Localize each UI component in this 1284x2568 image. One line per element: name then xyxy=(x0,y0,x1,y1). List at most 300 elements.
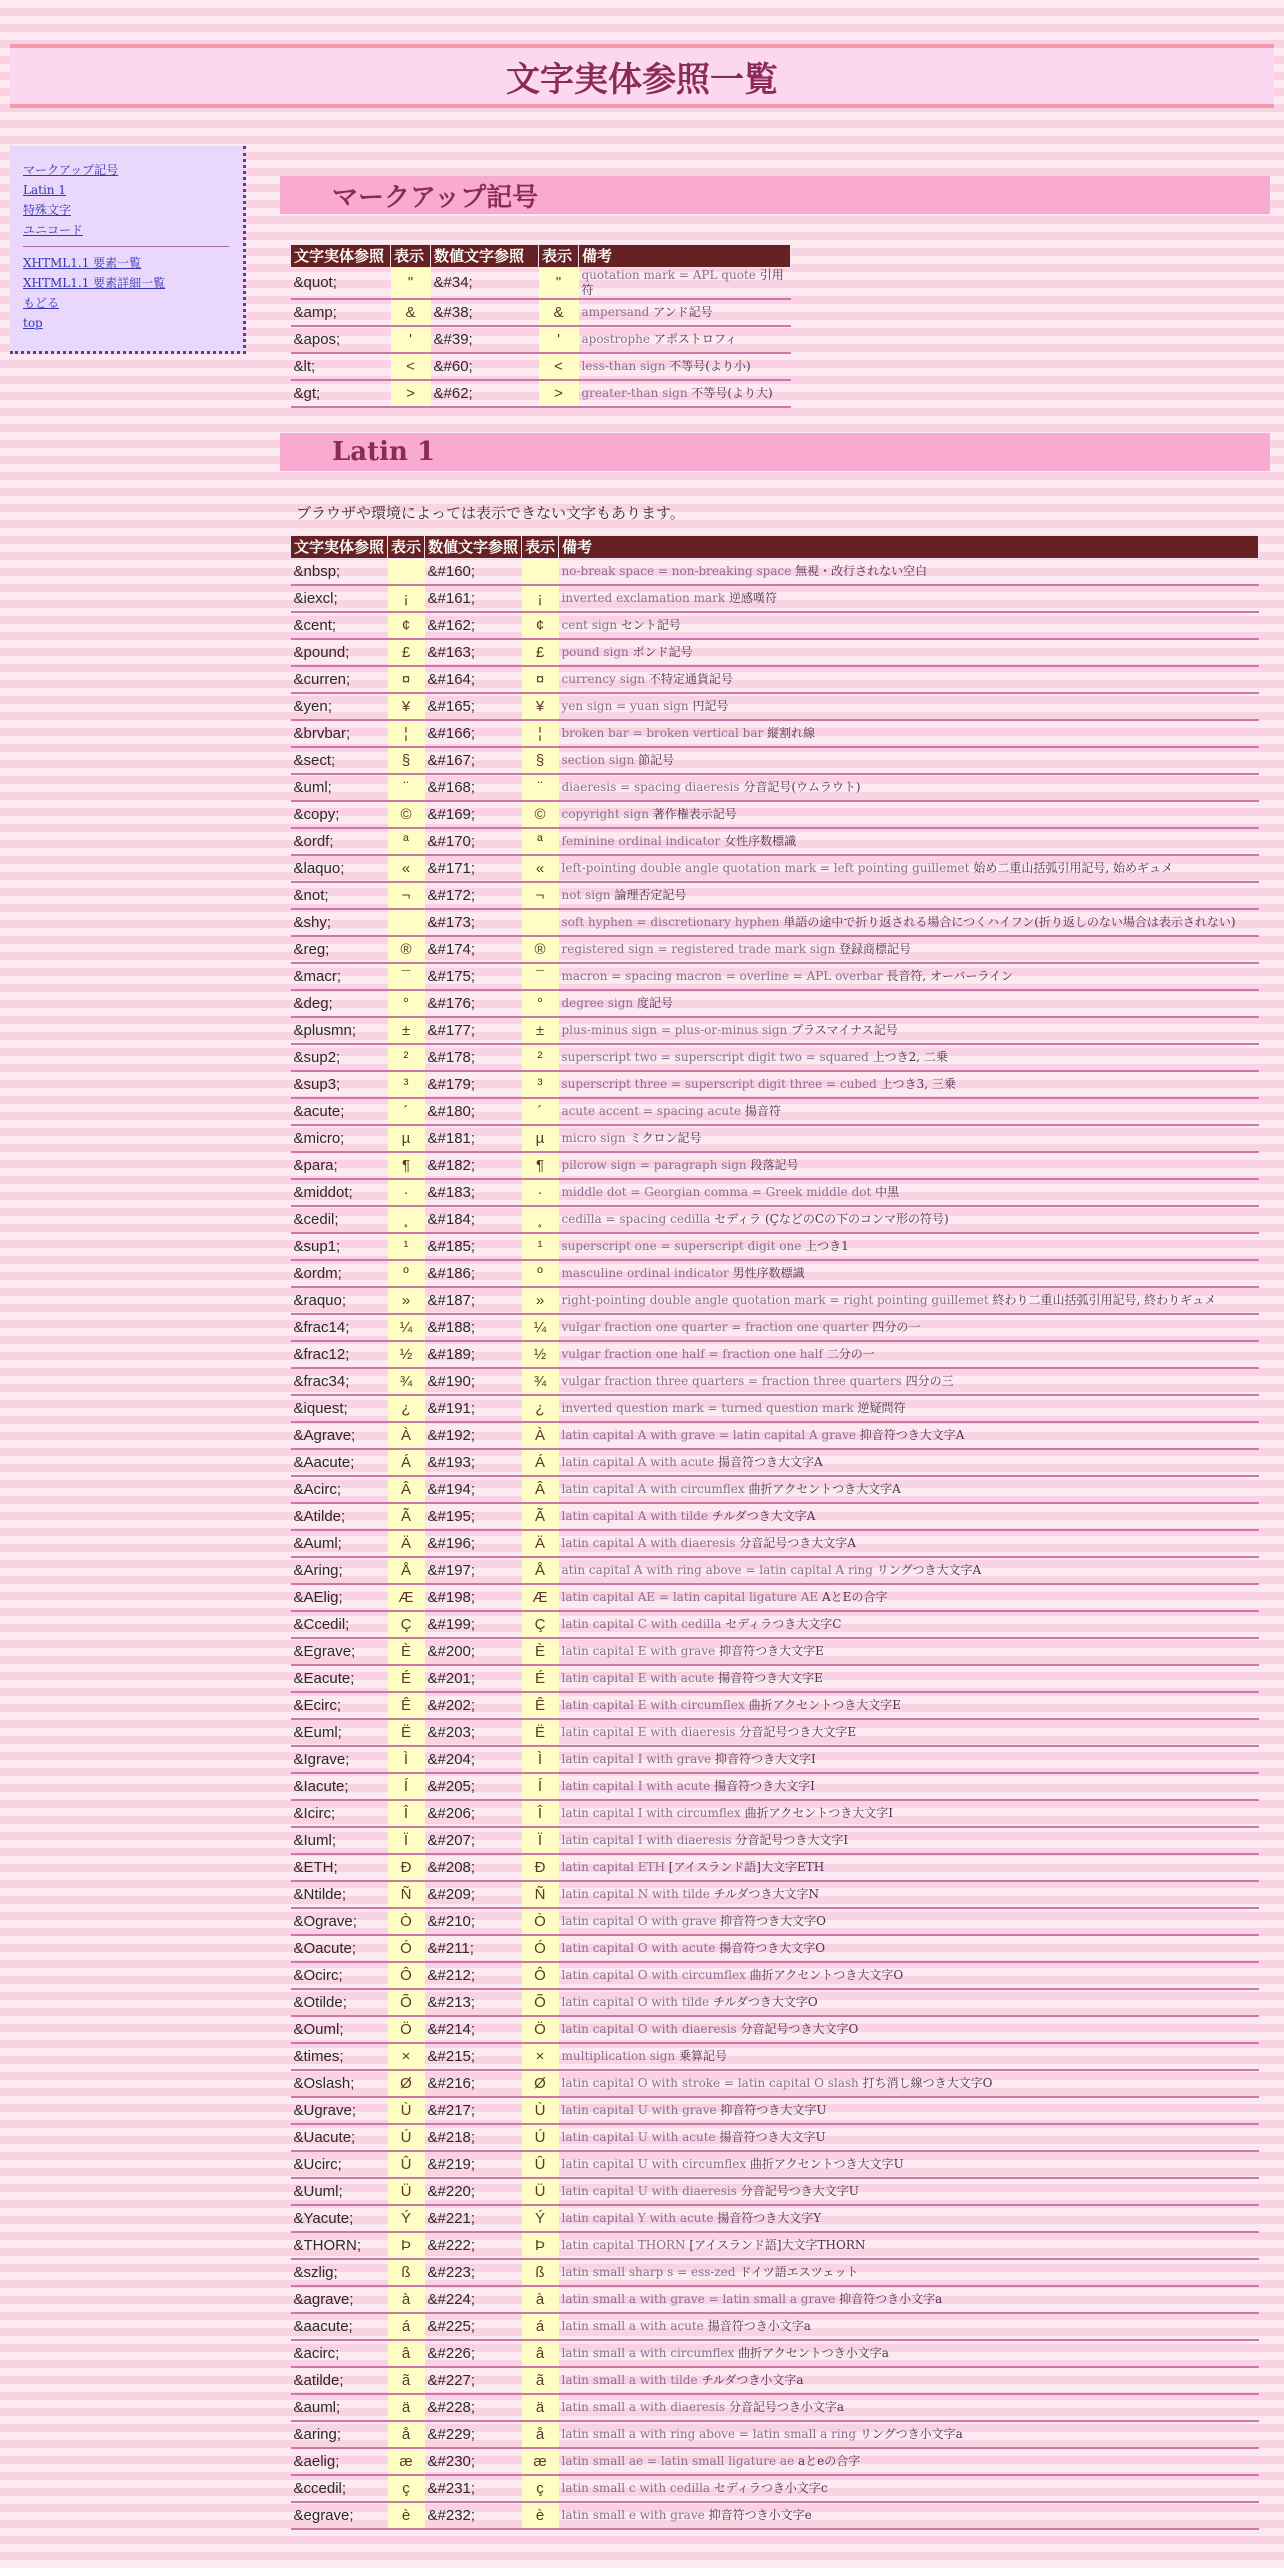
nav-link-unicode[interactable]: ユニコード xyxy=(23,223,84,237)
display-char: ± xyxy=(522,1017,559,1044)
note-cell xyxy=(559,855,1259,882)
note-english: latin capital A with acute xyxy=(561,1455,715,1469)
note-cell xyxy=(559,2367,1259,2394)
note-japanese: 長音符, オーバーライン xyxy=(886,969,1013,983)
numeric-ref: &#188; xyxy=(425,1314,522,1341)
numeric-ref: &#196; xyxy=(425,1530,522,1557)
numeric-ref: &#198; xyxy=(425,1584,522,1611)
note-cell xyxy=(579,353,791,380)
table-row xyxy=(291,1881,1259,1908)
table-row xyxy=(291,990,1259,1017)
entity-ref: &sect; xyxy=(291,747,388,774)
table-row xyxy=(291,2286,1259,2313)
note-cell xyxy=(579,326,791,353)
display-char: Ì xyxy=(388,1746,425,1773)
display-char: & xyxy=(539,299,579,326)
note-english: latin capital U with diaeresis xyxy=(561,2184,737,2198)
note-cell xyxy=(559,2259,1259,2286)
note-cell xyxy=(559,2340,1259,2367)
note-cell xyxy=(559,2097,1259,2124)
table-row xyxy=(291,2367,1259,2394)
note-japanese: 登録商標記号 xyxy=(839,942,912,956)
note-english: acute accent = spacing acute xyxy=(561,1104,742,1118)
note-cell xyxy=(559,612,1259,639)
entity-ref: &frac12; xyxy=(291,1341,388,1368)
numeric-ref: &#197; xyxy=(425,1557,522,1584)
display-char: ¡ xyxy=(388,585,425,612)
note-japanese: 曲折アクセントつき大文字O xyxy=(749,1968,904,1982)
table-row xyxy=(291,1935,1259,1962)
entity-ref: &brvbar; xyxy=(291,720,388,747)
table-row xyxy=(291,828,1259,855)
note-japanese: チルダつき大文字A xyxy=(711,1509,816,1523)
display-char: Ú xyxy=(522,2124,559,2151)
note-japanese: 抑音符つき大文字A xyxy=(859,1428,965,1442)
display-char: ¦ xyxy=(388,720,425,747)
note-japanese: 曲折アクセントつき大文字I xyxy=(744,1806,893,1820)
numeric-ref: &#195; xyxy=(425,1503,522,1530)
nav-link-markup[interactable]: マークアップ記号 xyxy=(23,163,119,177)
numeric-ref: &#230; xyxy=(425,2448,522,2475)
table-row xyxy=(291,2340,1259,2367)
note-japanese: 女性序数標識 xyxy=(724,834,797,848)
numeric-ref: &#219; xyxy=(425,2151,522,2178)
note-english: apostrophe xyxy=(581,332,651,346)
note-cell xyxy=(559,1314,1259,1341)
table-row xyxy=(291,2394,1259,2421)
entity-ref: &times; xyxy=(291,2043,388,2070)
note-english: right-pointing double angle quotation mark = right pointing guillemet xyxy=(561,1293,989,1307)
note-english: latin capital U with circumflex xyxy=(561,2157,747,2171)
numeric-ref: &#175; xyxy=(425,963,522,990)
table-row xyxy=(291,1503,1259,1530)
table-row xyxy=(291,299,791,326)
note-japanese: 上つき3, 三乗 xyxy=(880,1077,956,1091)
numeric-ref: &#231; xyxy=(425,2475,522,2502)
note-cell xyxy=(559,990,1259,1017)
note-english: vulgar fraction one quarter = fraction one quarter xyxy=(561,1320,869,1334)
note-japanese: 曲折アクセントつき大文字A xyxy=(748,1482,901,1496)
nav-divider xyxy=(23,246,229,247)
numeric-ref: &#220; xyxy=(425,2178,522,2205)
entity-ref: &reg; xyxy=(291,936,388,963)
numeric-ref: &#184; xyxy=(425,1206,522,1233)
note-english: superscript three = superscript digit three = cubed xyxy=(561,1077,877,1091)
note-cell xyxy=(559,1395,1259,1422)
numeric-ref: &#208; xyxy=(425,1854,522,1881)
note-japanese: セント記号 xyxy=(620,618,681,632)
table-row xyxy=(291,2421,1259,2448)
note-english: latin capital I with acute xyxy=(561,1779,711,1793)
entity-ref: &Otilde; xyxy=(291,1989,388,2016)
note-english: latin small a with ring above = latin small a ring xyxy=(561,2427,857,2441)
table-row xyxy=(291,2097,1259,2124)
entity-ref: &egrave; xyxy=(291,2502,388,2529)
sidebar-nav xyxy=(10,146,246,354)
note-cell xyxy=(559,909,1259,936)
header-display: 表示 xyxy=(388,536,425,559)
numeric-ref: &#173; xyxy=(425,909,522,936)
note-japanese: アンド記号 xyxy=(653,305,713,319)
note-english: latin capital O with diaeresis xyxy=(561,2022,737,2036)
note-japanese: 不等号(より大) xyxy=(691,386,773,400)
note-cell xyxy=(559,2205,1259,2232)
entity-ref: &aacute; xyxy=(291,2313,388,2340)
numeric-ref: &#201; xyxy=(425,1665,522,1692)
display-char: © xyxy=(388,801,425,828)
numeric-ref: &#191; xyxy=(425,1395,522,1422)
nav-link-special[interactable]: 特殊文字 xyxy=(23,203,72,217)
numeric-ref: &#182; xyxy=(425,1152,522,1179)
entity-ref: &Aring; xyxy=(291,1557,388,1584)
note-cell xyxy=(559,1017,1259,1044)
note-japanese: 抑音符つき小文字e xyxy=(708,2508,812,2522)
display-char xyxy=(522,909,559,936)
note-cell xyxy=(559,2178,1259,2205)
table-row xyxy=(291,666,1259,693)
header-notes: 備考 xyxy=(559,536,1259,559)
entity-ref: &gt; xyxy=(291,380,391,407)
note-japanese: 引用符 xyxy=(581,268,784,297)
display-char: Ã xyxy=(388,1503,425,1530)
display-char xyxy=(522,559,559,586)
note-cell xyxy=(559,1935,1259,1962)
display-char: À xyxy=(522,1422,559,1449)
note-cell xyxy=(559,747,1259,774)
display-char: ¥ xyxy=(388,693,425,720)
numeric-ref: &#218; xyxy=(425,2124,522,2151)
note-japanese: 分音記号つき大文字E xyxy=(739,1725,857,1739)
entity-ref: &AElig; xyxy=(291,1584,388,1611)
note-cell xyxy=(559,2421,1259,2448)
display-char: Õ xyxy=(522,1989,559,2016)
entity-ref: &middot; xyxy=(291,1179,388,1206)
display-char: Ä xyxy=(522,1530,559,1557)
nav-link-latin1[interactable]: Latin 1 xyxy=(23,183,66,197)
note-japanese: プラスマイナス記号 xyxy=(791,1023,898,1037)
display-char: ã xyxy=(388,2367,425,2394)
display-char: » xyxy=(388,1287,425,1314)
entity-ref: &agrave; xyxy=(291,2286,388,2313)
display-char: Í xyxy=(388,1773,425,1800)
note-cell xyxy=(579,268,791,300)
note-english: left-pointing double angle quotation mark = left pointing guillemet xyxy=(561,861,970,875)
note-japanese: aとeの合字 xyxy=(798,2454,861,2468)
table-row xyxy=(291,1989,1259,2016)
note-english: copyright sign xyxy=(561,807,649,821)
note-cell xyxy=(559,1071,1259,1098)
display-char: ² xyxy=(522,1044,559,1071)
display-char: Ð xyxy=(388,1854,425,1881)
note-japanese: 上つき2, 二乗 xyxy=(872,1050,948,1064)
display-char: " xyxy=(391,268,431,300)
table-row xyxy=(291,1692,1259,1719)
display-char: Ø xyxy=(388,2070,425,2097)
note-english: latin small a with grave = latin small a grave xyxy=(561,2292,836,2306)
note-japanese: 始め二重山括弧引用記号, 始めギュメ xyxy=(973,861,1173,875)
note-cell xyxy=(559,693,1259,720)
display-char: Î xyxy=(388,1800,425,1827)
display-char: ¯ xyxy=(522,963,559,990)
display-char: £ xyxy=(522,639,559,666)
display-char: ± xyxy=(388,1017,425,1044)
display-char: Ç xyxy=(522,1611,559,1638)
display-char: « xyxy=(522,855,559,882)
display-char: Ö xyxy=(522,2016,559,2043)
entity-ref: &laquo; xyxy=(291,855,388,882)
nav-link-back[interactable]: もどる xyxy=(23,296,60,310)
display-char: ¶ xyxy=(388,1152,425,1179)
table-row xyxy=(291,882,1259,909)
note-cell xyxy=(559,2286,1259,2313)
display-char: Ó xyxy=(388,1935,425,1962)
numeric-ref: &#60; xyxy=(431,353,539,380)
note-cell xyxy=(559,2043,1259,2070)
note-japanese: 分音記号つき大文字A xyxy=(739,1536,856,1550)
note-cell xyxy=(579,299,791,326)
display-char: ¹ xyxy=(522,1233,559,1260)
note-english: masculine ordinal indicator xyxy=(561,1266,729,1280)
note-cell xyxy=(559,1098,1259,1125)
entity-ref: &THORN; xyxy=(291,2232,388,2259)
display-char: ¿ xyxy=(522,1395,559,1422)
display-char: ã xyxy=(522,2367,559,2394)
note-japanese: 揚音符つき小文字a xyxy=(707,2319,811,2333)
display-char: ¡ xyxy=(522,585,559,612)
display-char: » xyxy=(522,1287,559,1314)
display-char: µ xyxy=(522,1125,559,1152)
numeric-ref: &#199; xyxy=(425,1611,522,1638)
numeric-ref: &#185; xyxy=(425,1233,522,1260)
note-cell xyxy=(559,1341,1259,1368)
numeric-ref: &#203; xyxy=(425,1719,522,1746)
note-english: latin capital O with grave xyxy=(561,1914,717,1928)
note-cell xyxy=(559,882,1259,909)
note-english: latin capital ETH xyxy=(561,1860,665,1874)
numeric-ref: &#221; xyxy=(425,2205,522,2232)
display-char: Ø xyxy=(522,2070,559,2097)
numeric-ref: &#217; xyxy=(425,2097,522,2124)
note-english: latin capital C with cedilla xyxy=(561,1617,722,1631)
display-char: Á xyxy=(388,1449,425,1476)
display-char: ¯ xyxy=(388,963,425,990)
entity-ref: &Ntilde; xyxy=(291,1881,388,1908)
display-char: º xyxy=(522,1260,559,1287)
display-char: ½ xyxy=(522,1341,559,1368)
table-row xyxy=(291,2448,1259,2475)
display-char: Ù xyxy=(522,2097,559,2124)
note-japanese: 抑音符つき大文字I xyxy=(715,1752,816,1766)
note-cell xyxy=(559,2124,1259,2151)
entity-ref: &ordf; xyxy=(291,828,388,855)
numeric-ref: &#213; xyxy=(425,1989,522,2016)
display-char: Å xyxy=(388,1557,425,1584)
display-char: Ý xyxy=(522,2205,559,2232)
display-char: ¤ xyxy=(388,666,425,693)
nav-link-top[interactable]: top xyxy=(23,316,43,330)
note-cell xyxy=(559,1854,1259,1881)
display-char: ¿ xyxy=(388,1395,425,1422)
display-char: Ê xyxy=(388,1692,425,1719)
table-row xyxy=(291,936,1259,963)
table-row xyxy=(291,2475,1259,2502)
note-cell xyxy=(559,2313,1259,2340)
display-char: > xyxy=(539,380,579,407)
table-row xyxy=(291,1530,1259,1557)
note-japanese: アポストロフィ xyxy=(653,332,737,346)
display-char: Î xyxy=(522,1800,559,1827)
note-japanese: 二分の一 xyxy=(826,1347,875,1361)
display-char: ¾ xyxy=(388,1368,425,1395)
note-cell xyxy=(559,1368,1259,1395)
entity-ref: &Ouml; xyxy=(291,2016,388,2043)
display-char: Ò xyxy=(522,1908,559,1935)
display-char: µ xyxy=(388,1125,425,1152)
note-english: latin capital Y with acute xyxy=(561,2211,714,2225)
entity-ref: &yen; xyxy=(291,693,388,720)
display-char: Ñ xyxy=(522,1881,559,1908)
display-char: ° xyxy=(388,990,425,1017)
entity-ref: &acute; xyxy=(291,1098,388,1125)
note-english: no-break space = non-breaking space xyxy=(561,564,792,578)
display-char: ¥ xyxy=(522,693,559,720)
entity-ref: &Icirc; xyxy=(291,1800,388,1827)
display-char: ² xyxy=(388,1044,425,1071)
note-japanese: 分音記号つき大文字O xyxy=(740,2022,859,2036)
display-char: Ü xyxy=(388,2178,425,2205)
note-english: plus-minus sign = plus-or-minus sign xyxy=(561,1023,788,1037)
entity-ref: &Auml; xyxy=(291,1530,388,1557)
note-english: yen sign = yuan sign xyxy=(561,699,689,713)
numeric-ref: &#194; xyxy=(425,1476,522,1503)
display-char: Ó xyxy=(522,1935,559,1962)
display-char: ç xyxy=(388,2475,425,2502)
numeric-ref: &#193; xyxy=(425,1449,522,1476)
display-char: ¹ xyxy=(388,1233,425,1260)
note-english: latin small e with grave xyxy=(561,2508,705,2522)
numeric-ref: &#174; xyxy=(425,936,522,963)
numeric-ref: &#162; xyxy=(425,612,522,639)
table-row xyxy=(291,1638,1259,1665)
numeric-ref: &#227; xyxy=(425,2367,522,2394)
table-row xyxy=(291,2313,1259,2340)
entity-ref: &acirc; xyxy=(291,2340,388,2367)
note-cell xyxy=(559,1233,1259,1260)
note-english: latin small a with circumflex xyxy=(561,2346,735,2360)
note-japanese: 無視・改行されない空白 xyxy=(795,564,928,578)
note-english: latin capital A with tilde xyxy=(561,1509,708,1523)
note-cell xyxy=(559,1557,1259,1584)
note-japanese: 男性序数標識 xyxy=(732,1266,805,1280)
table-row xyxy=(291,801,1259,828)
table-row xyxy=(291,693,1259,720)
table-row xyxy=(291,1233,1259,1260)
note-english: latin capital N with tilde xyxy=(561,1887,710,1901)
note-cell xyxy=(559,1206,1259,1233)
numeric-ref: &#214; xyxy=(425,2016,522,2043)
display-char: ä xyxy=(522,2394,559,2421)
display-char: & xyxy=(391,299,431,326)
note-english: inverted exclamation mark xyxy=(561,591,726,605)
note-english: ampersand xyxy=(581,305,650,319)
numeric-ref: &#176; xyxy=(425,990,522,1017)
display-char: å xyxy=(522,2421,559,2448)
note-japanese: 四分の三 xyxy=(905,1374,954,1388)
display-char: å xyxy=(388,2421,425,2448)
table-row xyxy=(291,1827,1259,1854)
entity-ref: &pound; xyxy=(291,639,388,666)
table-row xyxy=(291,855,1259,882)
note-cell xyxy=(559,1476,1259,1503)
nav-link-xhtml-elements[interactable]: XHTML1.1 要素一覧 xyxy=(23,256,142,270)
numeric-ref: &#223; xyxy=(425,2259,522,2286)
numeric-ref: &#204; xyxy=(425,1746,522,1773)
note-japanese: 単語の途中で折り返される場合につくハイフン(折り返しのない場合は表示されない) xyxy=(783,915,1236,929)
entity-ref: &Ugrave; xyxy=(291,2097,388,2124)
table-header-row xyxy=(291,245,791,268)
section-title-latin1: Latin 1 xyxy=(280,433,1270,471)
display-char: Ú xyxy=(388,2124,425,2151)
entity-ref: &Eacute; xyxy=(291,1665,388,1692)
numeric-ref: &#205; xyxy=(425,1773,522,1800)
note-japanese: セディラ (ÇなどのCの下のコンマ形の符号) xyxy=(714,1212,949,1226)
note-cell xyxy=(559,639,1259,666)
display-char: Ô xyxy=(522,1962,559,1989)
note-cell xyxy=(559,1827,1259,1854)
note-japanese: 揚音符つき大文字A xyxy=(718,1455,823,1469)
display-char: ¦ xyxy=(522,720,559,747)
note-english: latin capital O with circumflex xyxy=(561,1968,746,1982)
note-english: atin capital A with ring above = latin capital A ring xyxy=(561,1563,873,1577)
entity-ref: &Aacute; xyxy=(291,1449,388,1476)
table-row xyxy=(291,1017,1259,1044)
entity-ref: &Yacute; xyxy=(291,2205,388,2232)
note-japanese: 中黒 xyxy=(875,1185,900,1199)
table-row xyxy=(291,774,1259,801)
numeric-ref: &#212; xyxy=(425,1962,522,1989)
display-char: " xyxy=(539,268,579,300)
note-english: less-than sign xyxy=(581,359,666,373)
note-english: latin capital I with circumflex xyxy=(561,1806,741,1820)
note-english: latin capital O with stroke = latin capital O slash xyxy=(561,2076,859,2090)
header-display: 表示 xyxy=(391,245,431,268)
note-english: section sign xyxy=(561,753,635,767)
table-row xyxy=(291,1476,1259,1503)
entity-ref: &nbsp; xyxy=(291,559,388,586)
note-japanese: 抑音符つき小文字a xyxy=(839,2292,943,2306)
entity-ref: &sup2; xyxy=(291,1044,388,1071)
entity-ref: &quot; xyxy=(291,268,391,300)
numeric-ref: &#171; xyxy=(425,855,522,882)
note-japanese: 揚音符つき大文字E xyxy=(718,1671,823,1685)
entity-ref: &Acirc; xyxy=(291,1476,388,1503)
display-char: ä xyxy=(388,2394,425,2421)
display-char: ß xyxy=(388,2259,425,2286)
display-char: È xyxy=(522,1638,559,1665)
table-row xyxy=(291,1746,1259,1773)
entity-ref: &Agrave; xyxy=(291,1422,388,1449)
note-japanese: 揚音符つき大文字Y xyxy=(717,2211,822,2225)
entity-ref: &Atilde; xyxy=(291,1503,388,1530)
numeric-ref: &#179; xyxy=(425,1071,522,1098)
note-cell xyxy=(559,801,1259,828)
note-english: greater-than sign xyxy=(581,386,688,400)
header-display-2: 表示 xyxy=(539,245,579,268)
display-char: Ê xyxy=(522,1692,559,1719)
entity-ref: &cedil; xyxy=(291,1206,388,1233)
nav-link-xhtml-details[interactable]: XHTML1.1 要素詳細一覧 xyxy=(23,276,166,290)
note-english: not sign xyxy=(561,888,611,902)
